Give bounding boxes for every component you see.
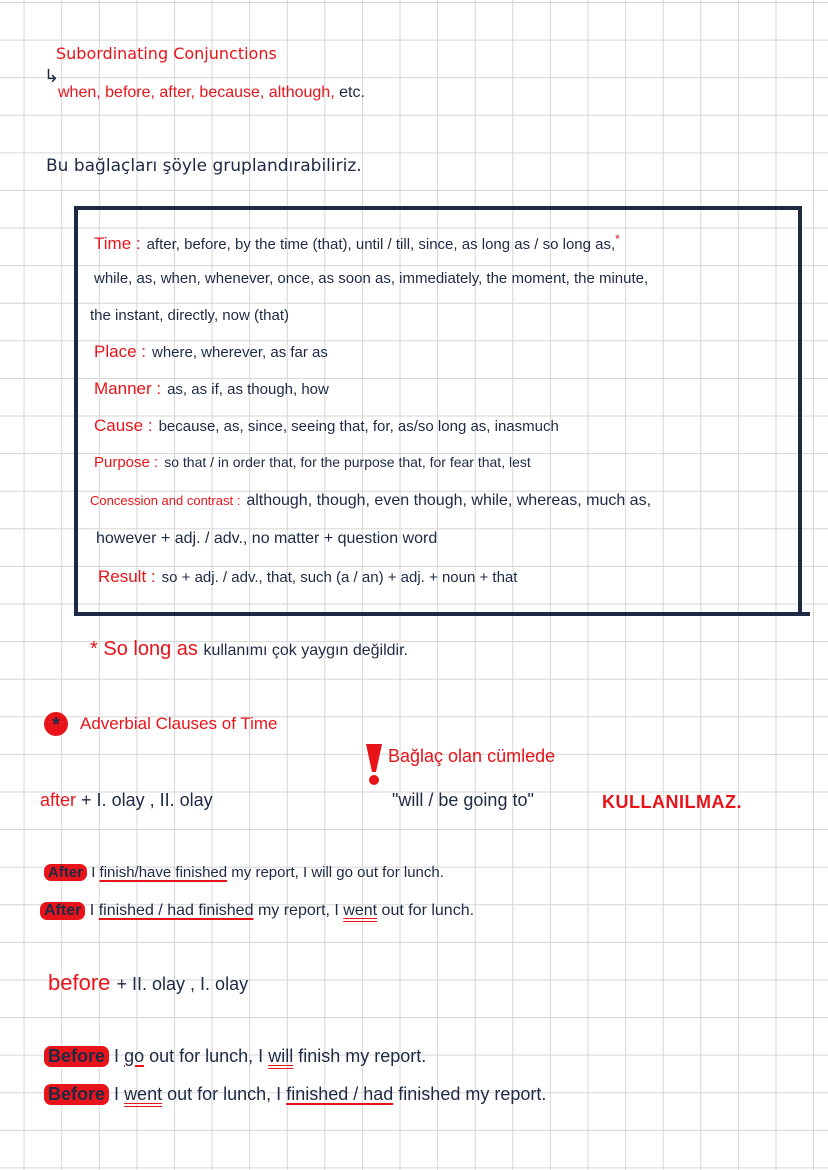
after-example-2: After I finished / had finished my report, I went out for lunch.	[40, 902, 474, 920]
group-concession-line2: however + adj. / adv., no matter + question word	[96, 530, 438, 547]
conjunction-groups-box	[74, 206, 802, 616]
group-cause: Cause : because, as, since, seeing that, for, as/so long as, inasmuch	[94, 416, 559, 435]
page-title: Subordinating Conjunctions	[56, 44, 277, 63]
hook-arrow-icon: ↳	[44, 66, 60, 86]
group-time-line2: while, as, when, whenever, once, as soon as, immediately, the moment, the minute,	[94, 270, 649, 287]
asterisk-circle-icon: *	[44, 712, 68, 736]
group-manner: Manner : as, as if, as though, how	[94, 379, 329, 398]
before-example-2: Before I went out for lunch, I finished / had finished my report.	[44, 1084, 546, 1105]
warning-line2: "will / be going to"	[392, 790, 534, 810]
group-place: Place : where, wherever, as far as	[94, 342, 328, 361]
usage-note: * So long as kullanımı çok yaygın değildir.	[90, 638, 408, 660]
conjunction-examples: when, before, after, because, although, etc.	[58, 84, 365, 101]
group-result: Result : so + adj. / adv., that, such (a / an) + adj. + noun + that	[98, 567, 518, 586]
group-time-line3: the instant, directly, now (that)	[90, 307, 289, 324]
after-example-1: After I finish/have finished my report, I will go out for lunch.	[44, 864, 444, 881]
box-right-border	[798, 206, 802, 616]
before-rule: before + II. olay , I. olay	[48, 970, 249, 995]
group-purpose: Purpose : so that / in order that, for the purpose that, for fear that, lest	[94, 454, 531, 471]
group-time-line1: Time : after, before, by the time (that), until / till, since, as long as / so long as,*	[94, 232, 620, 253]
warning-line1: Bağlaç olan cümlede	[388, 746, 556, 766]
exclamation-icon	[364, 744, 384, 786]
section-title: Adverbial Clauses of Time	[80, 714, 278, 733]
warning-strong: KULLANILMAZ.	[602, 792, 742, 812]
box-bottom-border	[74, 612, 810, 616]
after-rule: after + I. olay , II. olay	[40, 790, 213, 810]
before-example-1: Before I go out for lunch, I will finish my report.	[44, 1046, 426, 1067]
group-concession-line1: Concession and contrast : although, though, even though, while, whereas, much as,	[90, 492, 652, 509]
intro-text: Bu bağlaçları şöyle gruplandırabiliriz.	[46, 156, 362, 176]
